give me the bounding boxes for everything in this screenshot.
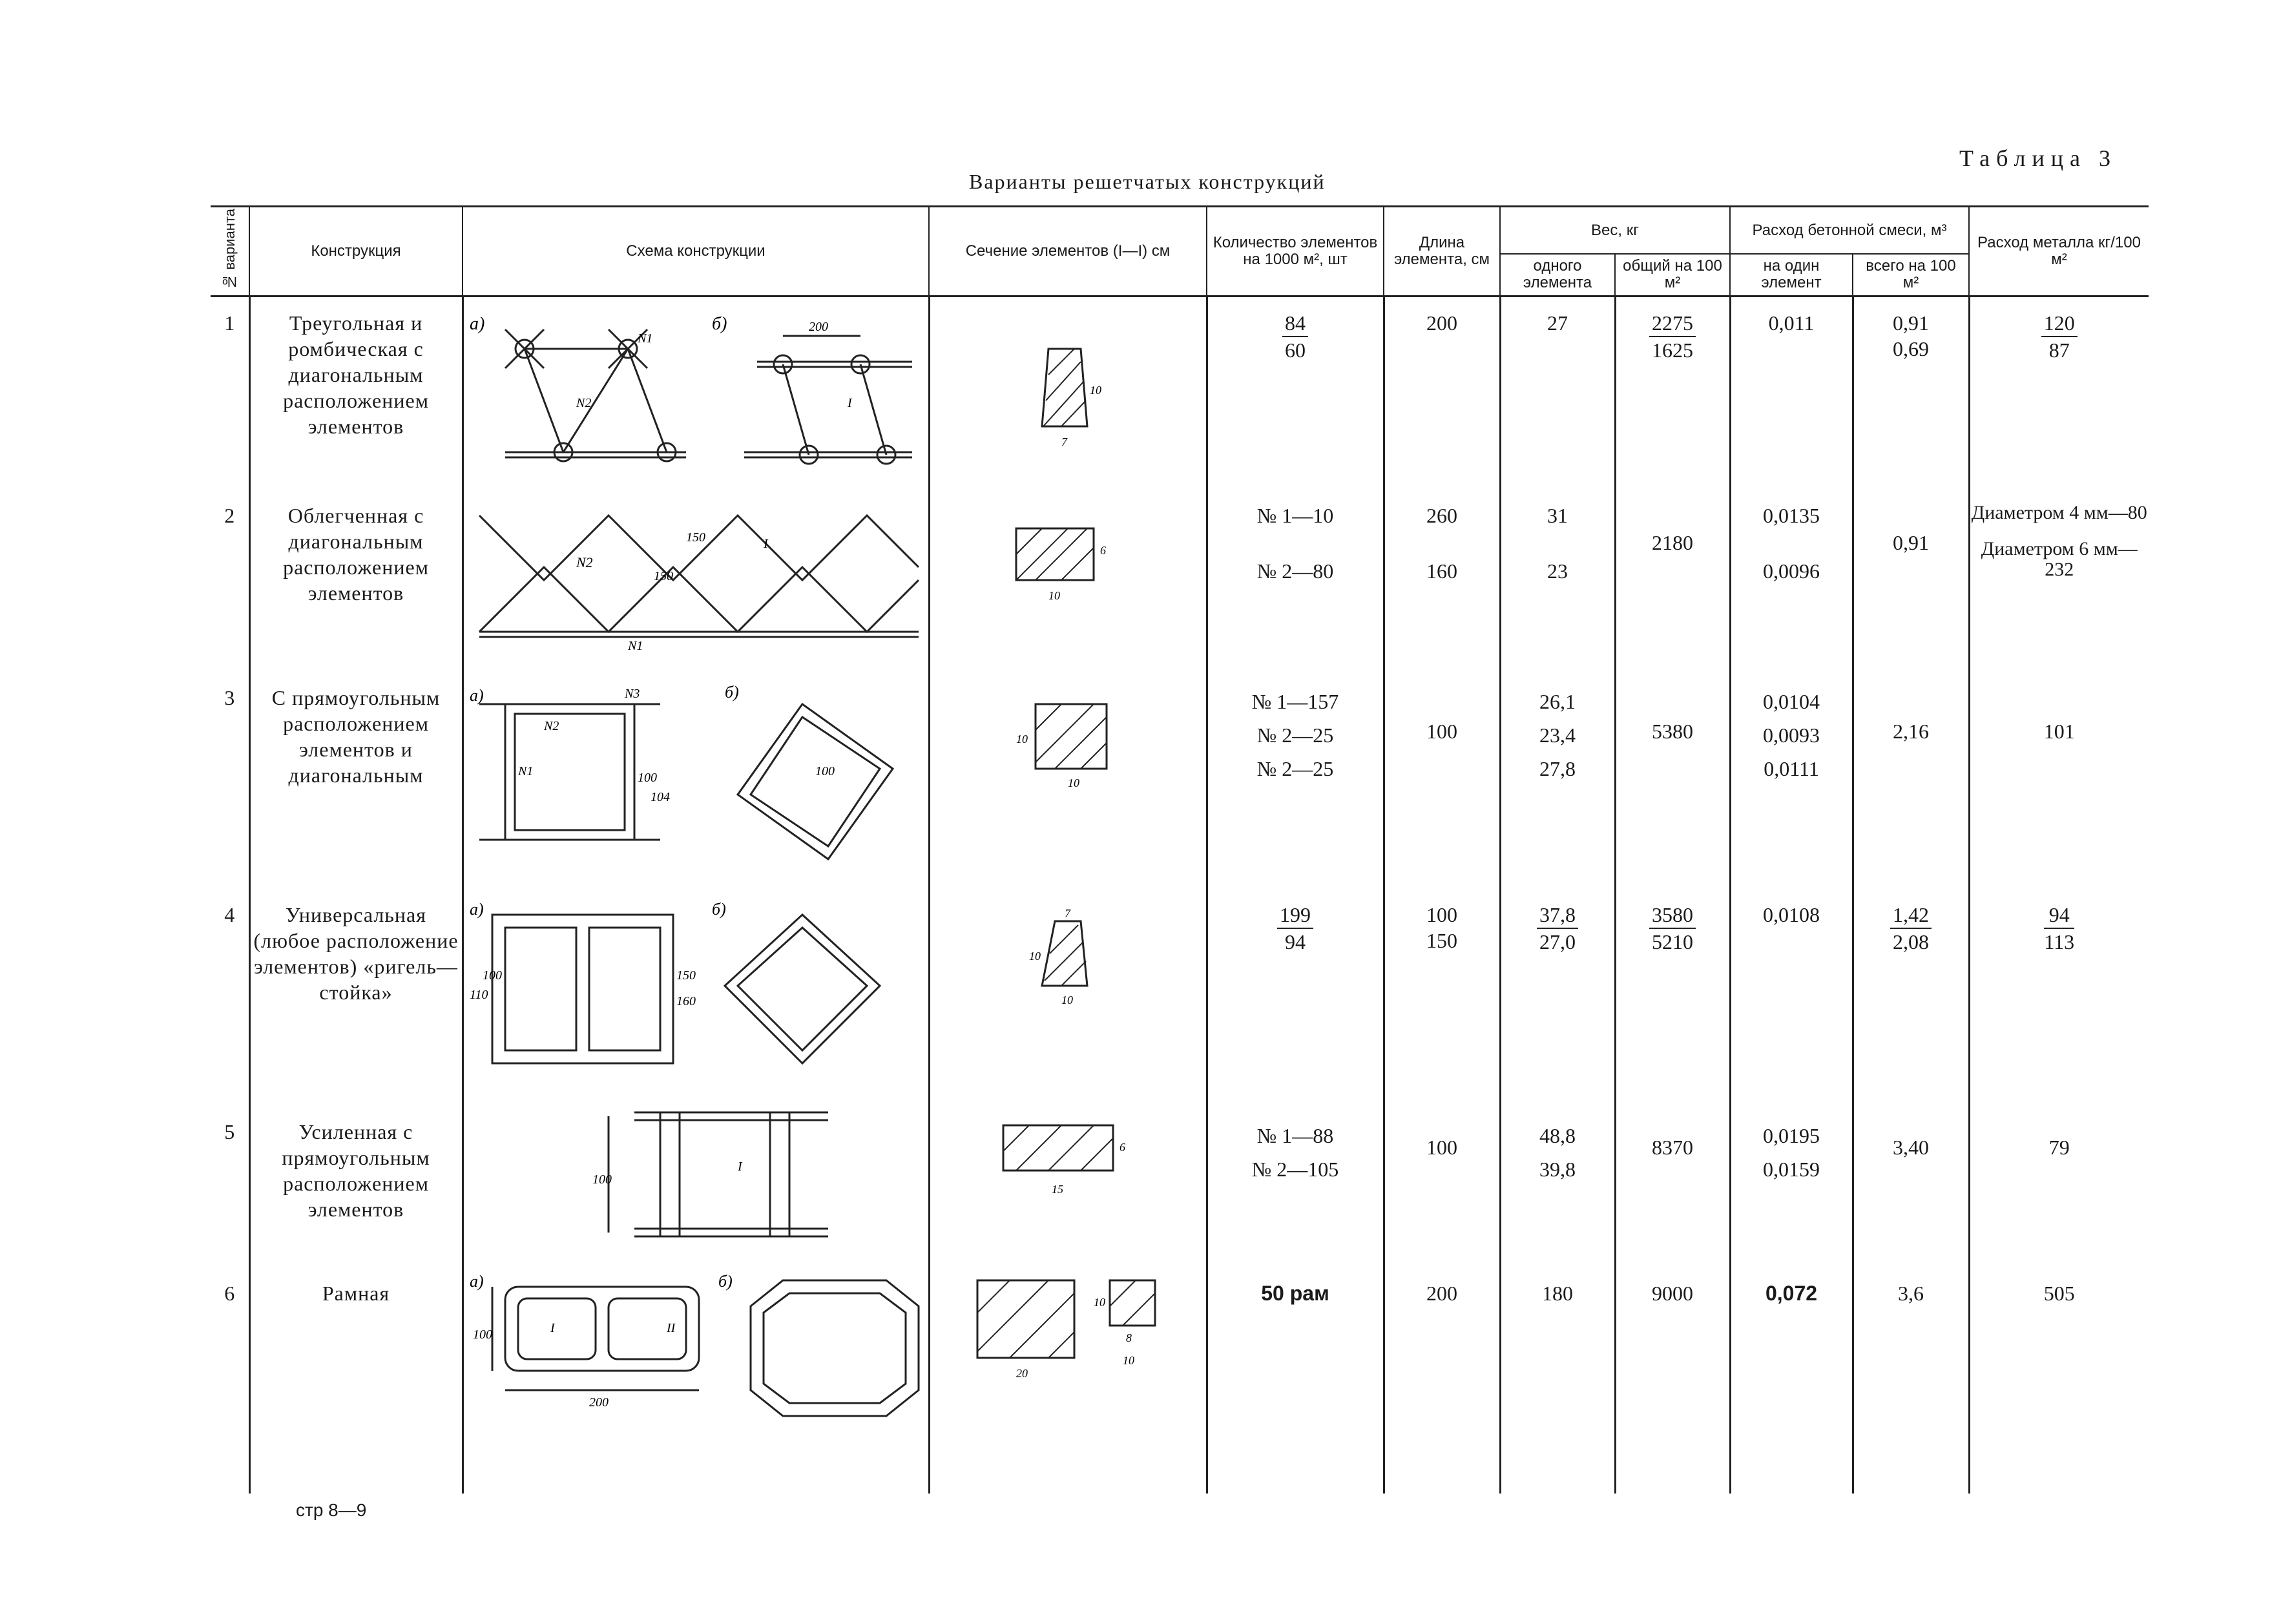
section-cell — [929, 1267, 1207, 1494]
dim-8: 8 — [1126, 1331, 1132, 1345]
dim-20: 20 — [1016, 1367, 1028, 1380]
table-row — [211, 672, 2149, 889]
dim-160: 160 — [676, 994, 696, 1009]
scheme-frame-drawing — [466, 1267, 925, 1429]
concrete-total-cell: 0,91 0,69 — [1853, 296, 1969, 490]
label-b: б) — [725, 683, 739, 702]
label-b: б) — [718, 1272, 733, 1291]
metal-cell: 79 — [1969, 1106, 2149, 1267]
label-section-i: I — [764, 537, 768, 552]
row-construction: Универсальная (любое расположение элементов) «ригель—стойка» — [249, 889, 463, 1106]
section-frame-drawing — [971, 1274, 1165, 1384]
label-section-i: I — [848, 395, 852, 410]
count-cell: № 1—157 № 2—25 № 2—25 — [1207, 672, 1384, 889]
label-a: а) — [470, 313, 485, 334]
weight-one-cell: 48,8 39,8 — [1500, 1106, 1615, 1267]
count-cell: $\frac{84}{60}$ — [1207, 296, 1384, 490]
header-weight: Вес, кг — [1500, 207, 1730, 255]
concrete-one-cell: 0,011 — [1730, 296, 1853, 490]
header-weight-total: общий на 100 м² — [1615, 254, 1730, 296]
weight-total-cell: 9000 — [1615, 1267, 1730, 1494]
length-cell: 260 160 — [1384, 490, 1500, 672]
dim-150: 150 — [676, 968, 696, 983]
label-n2: N2 — [544, 719, 559, 734]
metal-cell: $\frac{120}{87}$ — [1969, 296, 2149, 490]
section-square-drawing — [1003, 691, 1132, 795]
dim-110: 110 — [470, 988, 488, 1003]
scheme-cell — [463, 1106, 929, 1267]
label-a: а) — [470, 900, 484, 919]
dim-150b: 150 — [654, 569, 673, 584]
weight-one-cell: 31 23 — [1500, 490, 1615, 672]
dim-6: 6 — [1120, 1141, 1125, 1154]
dim-100b: 100 — [815, 764, 835, 779]
dim-7: 7 — [1065, 908, 1070, 921]
section-wide-rect-drawing — [990, 1112, 1145, 1203]
count-cell: № 1—88 № 2—105 — [1207, 1106, 1384, 1267]
row-num: 2 — [224, 504, 235, 528]
label-n2: N2 — [576, 395, 592, 410]
weight-one-cell: 26,1 23,4 27,8 — [1500, 672, 1615, 889]
count-cell: $\frac{199}{94}$ — [1207, 889, 1384, 1106]
table-row — [211, 1106, 2149, 1267]
label-section-i: I — [550, 1321, 555, 1336]
dim-10: 10 — [1029, 950, 1041, 963]
concrete-total-cell: $\frac{1,42}{2,08}$ — [1853, 889, 1969, 1106]
concrete-one-cell: 0,0104 0,0093 0,0111 — [1730, 672, 1853, 889]
length-cell: 100 150 — [1384, 889, 1500, 1106]
constructions-table — [211, 205, 2149, 1494]
header-section: Сечение элементов (I—I) см — [929, 207, 1207, 297]
length-cell: 200 — [1384, 1267, 1500, 1494]
header-scheme: Схема конструкции — [463, 207, 929, 297]
concrete-total-cell: 3,40 — [1853, 1106, 1969, 1267]
table-row — [211, 1267, 2149, 1494]
scheme-reinforced-drawing — [466, 1106, 925, 1261]
dim-100: 100 — [473, 1327, 492, 1342]
row-construction: Рамная — [249, 1267, 463, 1494]
row-construction: Облегченная с диагональным расположением элементов — [249, 490, 463, 672]
concrete-one-cell: 0,0135 0,0096 — [1730, 490, 1853, 672]
table-row — [211, 490, 2149, 672]
dim-200: 200 — [809, 319, 828, 334]
header-concrete: Расход бетонной смеси, м³ — [1730, 207, 1969, 255]
label-n1: N1 — [518, 764, 534, 779]
concrete-one-cell: 0,072 — [1730, 1267, 1853, 1494]
concrete-total-cell: 3,6 — [1853, 1267, 1969, 1494]
scheme-cell — [463, 672, 929, 889]
table-title: Варианты решетчатых конструкций — [969, 170, 1326, 193]
count-cell: № 1—10 № 2—80 — [1207, 490, 1384, 672]
dim-100: 100 — [483, 968, 502, 983]
label-section-i: I — [738, 1160, 742, 1174]
concrete-one-cell: 0,0195 0,0159 — [1730, 1106, 1853, 1267]
dim-150: 150 — [686, 530, 705, 545]
label-a: а) — [470, 686, 484, 705]
section-trapezoid2-drawing — [1016, 908, 1120, 1012]
dim-6: 6 — [1100, 544, 1106, 557]
header-length: Длина элемента, см — [1384, 207, 1500, 297]
row-num: 6 — [224, 1282, 235, 1306]
dim-104: 104 — [651, 790, 670, 805]
dim-10: 10 — [1090, 383, 1101, 397]
weight-one-cell: $\frac{37,8}{27,0}$ — [1500, 889, 1615, 1106]
section-trapezoid-drawing — [1023, 336, 1113, 452]
weight-total-cell: 2180 — [1615, 490, 1730, 672]
dim-10b: 10 — [1061, 994, 1073, 1007]
metal-cell: $\frac{94}{113}$ — [1969, 889, 2149, 1106]
weight-total-cell: 5380 — [1615, 672, 1730, 889]
dim-10b: 10 — [1123, 1354, 1134, 1368]
dim-10: 10 — [1016, 733, 1028, 746]
metal-cell: Диаметром 4 мм—80 Диаметром 6 мм—232 — [1969, 490, 2149, 672]
label-section-ii: II — [667, 1321, 676, 1336]
section-cell — [929, 889, 1207, 1106]
header-weight-one: одного элемента — [1500, 254, 1615, 296]
row-construction: Усиленная с прямоугольным расположением элементов — [249, 1106, 463, 1267]
count-cell: 50 рам — [1207, 1267, 1384, 1494]
label-n1: N1 — [628, 639, 643, 652]
dim-200: 200 — [589, 1395, 609, 1410]
length-cell: 200 — [1384, 296, 1500, 490]
header-metal: Расход металла кг/100 м² — [1969, 207, 2149, 297]
weight-total-cell: 8370 — [1615, 1106, 1730, 1267]
row-num: 1 — [224, 311, 235, 335]
scheme-lightweight-drawing — [466, 496, 925, 651]
table-row — [211, 889, 2149, 1106]
row-construction: Треугольная и ромбическая с диагональным расположением элементов — [249, 296, 463, 490]
concrete-total-cell: 2,16 — [1853, 672, 1969, 889]
scheme-universal-drawing — [466, 895, 925, 1083]
label-a: а) — [470, 1272, 484, 1291]
table-row — [211, 296, 2149, 490]
row-num: 3 — [224, 686, 235, 710]
page-footer: стр 8—9 — [296, 1500, 367, 1520]
label-b: б) — [712, 900, 726, 919]
section-rect-drawing — [1003, 515, 1132, 612]
length-cell: 100 — [1384, 1106, 1500, 1267]
metal-cell: 505 — [1969, 1267, 2149, 1494]
length-cell: 100 — [1384, 672, 1500, 889]
section-cell — [929, 490, 1207, 672]
section-cell — [929, 296, 1207, 490]
scheme-cell — [463, 1267, 929, 1494]
header-count: Количество элементов на 1000 м², шт — [1207, 207, 1384, 297]
label-n2: N2 — [576, 554, 593, 571]
header-num: № варианта — [211, 207, 249, 297]
dim-10: 10 — [1048, 589, 1060, 603]
weight-one-cell: 27 — [1500, 296, 1615, 490]
scheme-cell — [463, 490, 929, 672]
concrete-total-cell: 0,91 — [1853, 490, 1969, 672]
metal-cell: 101 — [1969, 672, 2149, 889]
dim-100: 100 — [638, 771, 657, 786]
weight-total-cell: $\frac{2275}{1625}$ — [1615, 296, 1730, 490]
dim-7: 7 — [1061, 435, 1067, 448]
dim-10: 10 — [1094, 1296, 1105, 1309]
weight-total-cell: $\frac{3580}{5210}$ — [1615, 889, 1730, 1106]
section-cell — [929, 672, 1207, 889]
scheme-triangular-drawing — [466, 304, 925, 478]
dim-100: 100 — [592, 1172, 612, 1187]
section-cell — [929, 1106, 1207, 1267]
dim-15: 15 — [1052, 1183, 1063, 1196]
weight-one-cell: 180 — [1500, 1267, 1615, 1494]
label-b: б) — [712, 313, 727, 334]
scheme-cell — [463, 889, 929, 1106]
label-n1: N1 — [638, 331, 653, 346]
header-construction: Конструкция — [249, 207, 463, 297]
scheme-cell — [463, 296, 929, 490]
row-num: 5 — [224, 1120, 235, 1144]
header-concrete-total: всего на 100 м² — [1853, 254, 1969, 296]
scheme-rectangular-drawing — [466, 678, 925, 872]
header-concrete-one: на один элемент — [1730, 254, 1853, 296]
table-number: Таблица 3 — [1959, 145, 2117, 171]
dim-10b: 10 — [1068, 776, 1079, 790]
label-n3: N3 — [625, 687, 640, 702]
concrete-one-cell: 0,0108 — [1730, 889, 1853, 1106]
row-construction: С прямоугольным расположением элементов и диагональным — [249, 672, 463, 889]
row-num: 4 — [224, 903, 235, 927]
